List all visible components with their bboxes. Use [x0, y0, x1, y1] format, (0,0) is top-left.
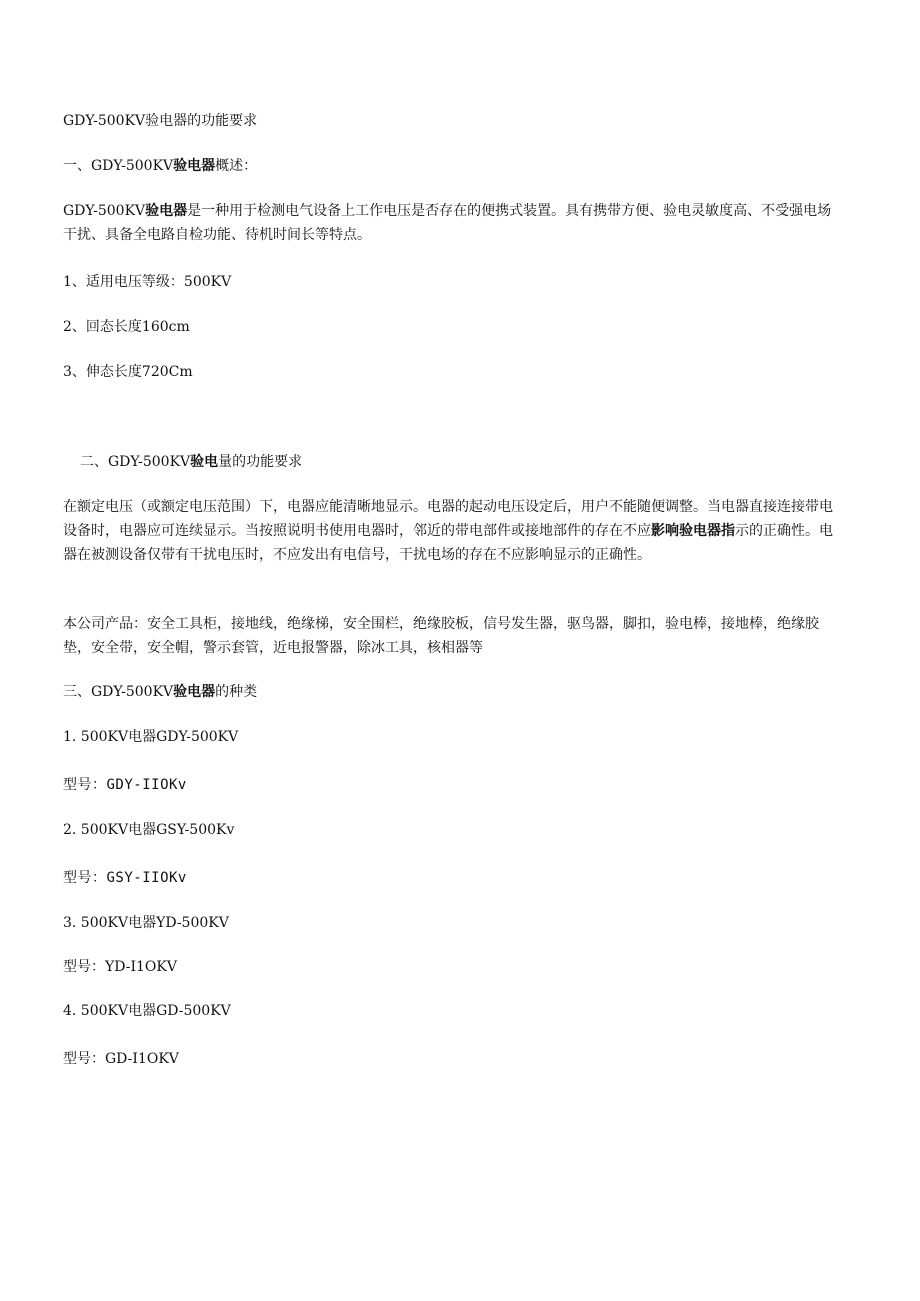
section3-heading [63, 680, 853, 704]
section3-heading-suffix: 的种类 [215, 684, 258, 700]
section3-model-4: 型号：GD-I1OKV [63, 1051, 179, 1067]
section1-intro-bold: 验电器 [145, 203, 188, 219]
section3-item-4: 4. 500KV电器GD-500KV [63, 1003, 231, 1019]
section1-item-3: 3、伸态长度720Cm [63, 364, 193, 380]
section3-item-2: 2. 500KV电器GSY-500Kv [63, 822, 235, 838]
section2-paragraph [63, 495, 839, 567]
section1-item-2: 2、回态长度160cm [63, 319, 190, 335]
section1-heading [63, 154, 853, 178]
section2-paragraph-bold: 影响验电器指 [651, 523, 735, 539]
section2-paragraph-part1: 在额定电压（或额定电压范围）下，电器应能清晰地显示。电器的起动电压设定后，用户不能随便调整。当电器直接连接带电设备时，电器应可连续显示。当按照说明书使用电器时，邻近的带电部件或接地部件的存在不应 [63, 499, 833, 539]
section3-item-1: 1. 500KV电器GDY-500KV [63, 729, 239, 745]
section2-heading-bold: 验电 [190, 454, 219, 470]
section1-heading-prefix: 一、GDY-500KV [63, 158, 174, 174]
section2-heading-suffix: 量的功能要求 [218, 454, 303, 470]
section1-intro-prefix: GDY-500KV [63, 203, 146, 219]
section1-intro-text: 是一种用于检测电气设备上工作电压是否存在的便携式装置。具有携带方便、验电灵敏度高、不受强电场干扰、具备全电路自检功能、待机时间长等特点。 [63, 203, 832, 243]
section3-heading-bold: 验电器 [173, 684, 216, 700]
section3-item-3: 3. 500KV电器YD-500KV [63, 915, 229, 931]
section3-model-2: 型号：GSY-IIOKv [63, 870, 187, 886]
section3-model-3: 型号：YD-I1OKV [63, 959, 177, 975]
section1-heading-suffix: 概述： [215, 158, 258, 174]
section2-heading-prefix: 二、GDY-500KV [80, 454, 191, 470]
section1-intro [63, 199, 839, 247]
section2-paragraph-part2: 示的正确性。电器在被测设备仅带有干扰电压时，不应发出有电信号，干扰电场的存在不应影响显示的正确性。 [63, 523, 833, 563]
section3-heading-prefix: 三、GDY-500KV [63, 684, 174, 700]
document-title: GDY-500KV验电器的功能要求 [63, 113, 258, 129]
section1-heading-bold: 验电器 [173, 158, 216, 174]
section3-model-1: 型号：GDY-IIOKv [63, 777, 187, 793]
section2-heading [80, 450, 870, 474]
products-paragraph: 本公司产品：安全工具柜，接地线，绝缘梯，安全围栏，绝缘胶板，信号发生器，驱鸟器，脚扣，验电棒，接地棒，绝缘胶垫，安全带，安全帽，警示套管，近电报警器，除冰工具，核相器等 [63, 616, 819, 656]
section1-item-1: 1、适用电压等级：500KV [63, 274, 232, 290]
